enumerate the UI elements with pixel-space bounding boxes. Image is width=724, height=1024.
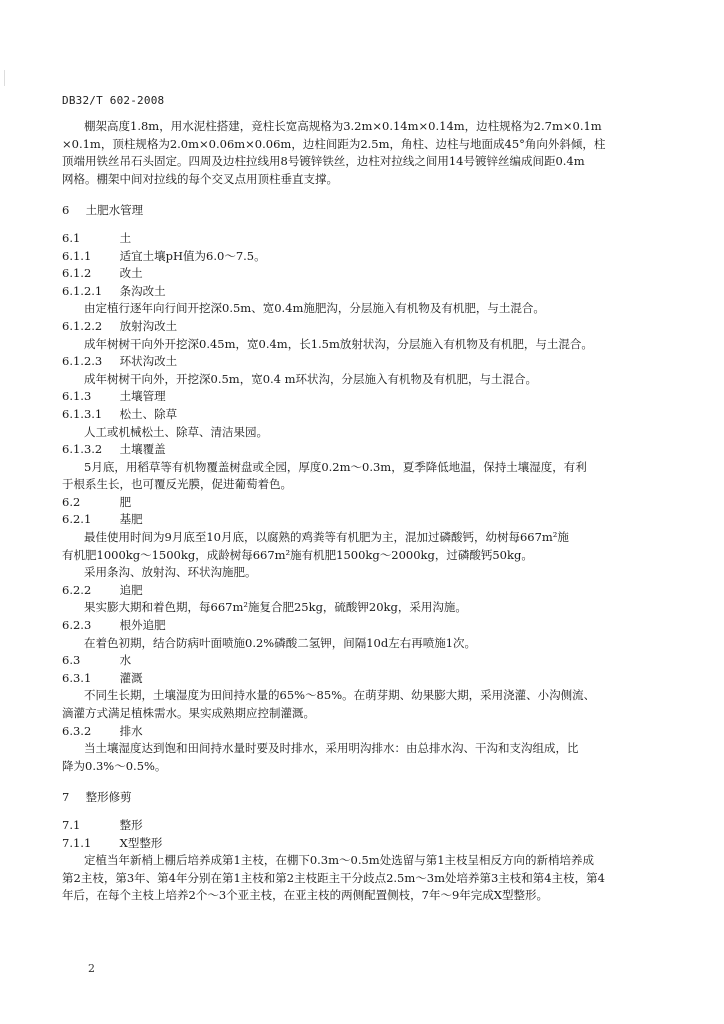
section-body: 第2主枝，第3年、第4年分别在第1主枝和第2主枝距主干分歧点2.5m～3m处培养第3主枝和第4主枝，第4 bbox=[62, 870, 605, 885]
section-body: 采用条沟、放射沟、环状沟施肥。 bbox=[84, 565, 257, 580]
page-content bbox=[62, 118, 660, 905]
section-text: 适宜土壤pH值为6.0～7.5。 bbox=[119, 248, 266, 263]
section-number: 7.1 bbox=[62, 817, 81, 832]
section-title: 土肥水管理 bbox=[85, 203, 144, 218]
section-title: 环状沟改土 bbox=[119, 354, 178, 369]
section-title: 整形修剪 bbox=[85, 790, 132, 805]
section-title: 根外追肥 bbox=[119, 618, 166, 633]
section-title: 灌溉 bbox=[119, 670, 143, 685]
section-body: 5月底，用稻草等有机物覆盖树盘或全园，厚度0.2m～0.3m，夏季降低地温，保持土壤湿度，有利 bbox=[84, 459, 587, 474]
section-title: 放射沟改土 bbox=[119, 318, 178, 333]
intro-paragraph bbox=[62, 118, 660, 188]
section-number: 6.1.3 bbox=[62, 389, 92, 404]
section-number: 6.3.1 bbox=[62, 670, 92, 685]
section-number: 6.1.3.2 bbox=[62, 442, 103, 457]
section-body: 滴灌方式满足植株需水。果实成熟期应控制灌溉。 bbox=[62, 706, 315, 720]
section-6-1-2-2-heading bbox=[62, 318, 660, 336]
section-6-1-2-heading bbox=[62, 265, 660, 283]
section-title: 土壤管理 bbox=[119, 389, 166, 404]
section-title: 排水 bbox=[119, 723, 143, 738]
section-body: 定植当年新梢上棚后培养成第1主枝，在棚下0.3m～0.5m处选留与第1主枝呈相反方向的新梢培养成 bbox=[84, 853, 595, 868]
section-body: 成年树树干向外开挖深0.45m，宽0.4m，长1.5m放射状沟，分层施入有机物及有机肥，与土混合。 bbox=[84, 336, 593, 351]
section-number: 6.3 bbox=[62, 653, 81, 668]
section-number: 6.2 bbox=[62, 494, 81, 509]
section-number: 6.1.3.1 bbox=[62, 406, 103, 421]
section-number: 6 bbox=[62, 203, 70, 218]
section-6-1-heading bbox=[62, 230, 660, 248]
section-number: 6.1.2 bbox=[62, 266, 92, 281]
section-6-2-2-heading bbox=[62, 582, 660, 600]
section-body: 当土壤湿度达到饱和田间持水量时要及时排水，采用明沟排水：由总排水沟、干沟和支沟组成，比 bbox=[84, 741, 579, 756]
section-body: 成年树树干向外，开挖深0.5m，宽0.4 m环状沟，分层施入有机物及有机肥，与土混合。 bbox=[84, 371, 538, 386]
section-6-3-2-heading bbox=[62, 723, 660, 741]
section-number: 6.1.2.2 bbox=[62, 318, 103, 333]
section-6-3-heading bbox=[62, 652, 660, 670]
section-6-1-3-heading bbox=[62, 388, 660, 406]
section-title: 水 bbox=[119, 653, 132, 668]
section-6-2-1-heading bbox=[62, 511, 660, 529]
section-6-heading bbox=[62, 202, 660, 220]
section-7-1-1-heading bbox=[62, 835, 660, 853]
section-title: 基肥 bbox=[119, 512, 143, 527]
section-body: 人工或机械松土、除草、清洁果园。 bbox=[84, 424, 268, 439]
section-title: 整形 bbox=[119, 817, 143, 832]
section-number: 7 bbox=[62, 790, 70, 805]
section-number: 6.3.2 bbox=[62, 723, 92, 738]
section-body: 果实膨大期和着色期，每667m²施复合肥25kg，硫酸钾20kg，采用沟施。 bbox=[84, 600, 467, 615]
section-7-heading bbox=[62, 789, 660, 807]
section-number: 6.1.1 bbox=[62, 248, 92, 263]
section-number: 7.1.1 bbox=[62, 835, 92, 850]
section-title: 肥 bbox=[119, 494, 132, 509]
section-number: 6.1.2.3 bbox=[62, 354, 103, 369]
section-6-2-heading bbox=[62, 494, 660, 512]
section-number: 6.2.2 bbox=[62, 582, 92, 597]
section-body: 有机肥1000kg～1500kg，成龄树每667m²施有机肥1500kg～2000kg，过磷酸钙50kg。 bbox=[62, 547, 533, 562]
section-title: 追肥 bbox=[119, 582, 143, 597]
page-number: 2 bbox=[88, 962, 95, 975]
section-body: 不同生长期，土壤湿度为田间持水量的65%～85%。在萌芽期、幼果膨大期，采用浇灌、小沟侧流、 bbox=[84, 688, 596, 703]
section-number: 6.1.2.1 bbox=[62, 283, 103, 298]
text-line: 网格。棚架中间对拉线的每个交叉点用顶柱垂直支撑。 bbox=[62, 171, 338, 186]
section-6-1-2-3-heading bbox=[62, 353, 660, 371]
section-title: 松土、除草 bbox=[119, 406, 178, 421]
section-body: 由定植行逐年向行间开挖深0.5m、宽0.4m施肥沟，分层施入有机物及有机肥，与土混合。 bbox=[84, 301, 545, 316]
section-title: 改土 bbox=[119, 266, 143, 281]
section-6-3-1-heading bbox=[62, 670, 660, 688]
standard-code-header: DB32/T 602-2008 bbox=[62, 94, 165, 107]
section-title: 土壤覆盖 bbox=[119, 442, 166, 457]
section-number: 6.2.3 bbox=[62, 618, 92, 633]
section-body: 在着色初期，结合防病叶面喷施0.2%磷酸二氢钾，间隔10d左右再喷施1次。 bbox=[84, 635, 477, 650]
scan-edge-mark bbox=[4, 70, 5, 86]
section-7-1-heading bbox=[62, 817, 660, 835]
section-6-1-2-1-heading bbox=[62, 283, 660, 301]
text-line: 棚架高度1.8m，用水泥柱搭建，竞柱长宽高规格为3.2m×0.14m×0.14m，边柱规格为2.7m×0.1m bbox=[84, 119, 602, 133]
section-title: 土 bbox=[119, 230, 132, 245]
section-body: 降为0.3%～0.5%。 bbox=[62, 758, 167, 773]
section-number: 6.2.1 bbox=[62, 512, 92, 527]
section-title: X型整形 bbox=[119, 835, 163, 850]
section-body: 于根系生长，也可覆反光膜，促进葡萄着色。 bbox=[62, 477, 292, 492]
text-line: 顶端用铁丝吊石头固定。四周及边柱拉线用8号镀锌铁丝，边柱对拉线之间用14号镀锌丝编成间距0.4m bbox=[62, 154, 585, 169]
section-body: 年后，在每个主枝上培养2个～3个亚主枝，在亚主枝的两侧配置侧枝，7年～9年完成X型整形。 bbox=[62, 888, 548, 903]
text-line: ×0.1m，顶柱规格为2.0m×0.06m×0.06m，边柱间距为2.5m，角柱、边柱与地面成45°角向外斜倾，柱 bbox=[62, 136, 606, 151]
section-number: 6.1 bbox=[62, 230, 81, 245]
section-6-2-3-heading bbox=[62, 617, 660, 635]
section-title: 条沟改土 bbox=[119, 283, 166, 298]
section-6-1-3-1-heading bbox=[62, 406, 660, 424]
section-6-1-1 bbox=[62, 248, 660, 266]
section-6-1-3-2-heading bbox=[62, 441, 660, 459]
section-body: 最佳使用时间为9月底至10月底，以腐熟的鸡粪等有机肥为主，混加过磷酸钙，幼树每667m²施 bbox=[84, 530, 569, 545]
